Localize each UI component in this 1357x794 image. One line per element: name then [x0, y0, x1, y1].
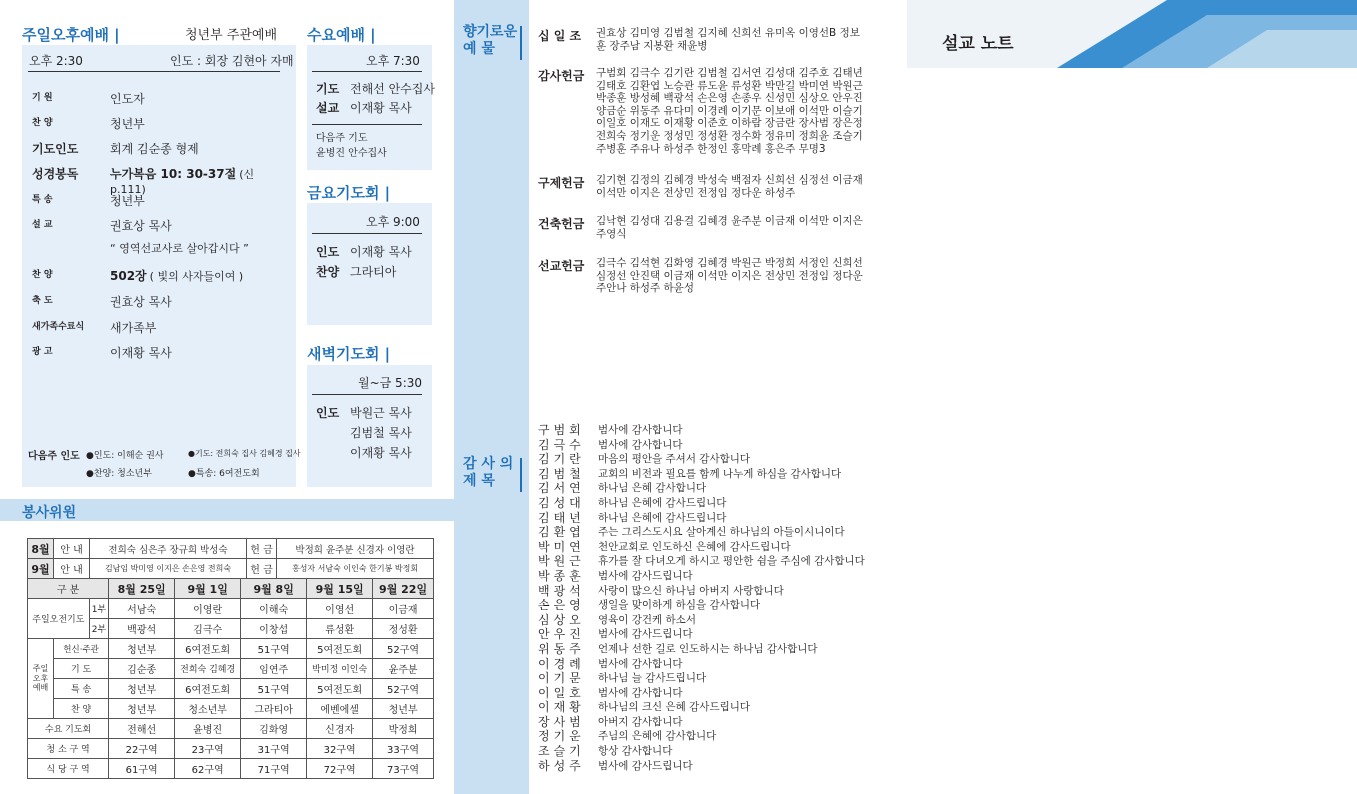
thanks-text: 범사에 감사드립니다	[598, 628, 693, 641]
thanks-name: 이기문	[538, 671, 585, 686]
wednesday-time: 오후 7:30	[366, 54, 420, 68]
thanks-text: 마음의 평안을 주셔서 감사합니다	[598, 453, 751, 466]
order-value	[110, 140, 282, 157]
wednesday-next-name: 윤병진 안수집사	[316, 148, 387, 159]
cell: 류성환	[307, 619, 373, 639]
date-header: 9월 8일	[241, 579, 307, 599]
offering-title-line: 향기로운	[463, 24, 518, 40]
order-value-text: 청년부	[110, 117, 145, 131]
pm-label-part: 예배	[32, 683, 49, 693]
sunday-next-item: ●인도: 이해순 권사	[86, 451, 164, 461]
offering-kind: 선교헌금	[538, 259, 585, 273]
order-label: 특 송	[32, 195, 53, 205]
thanks-row	[538, 584, 898, 599]
divider	[312, 394, 422, 395]
thanks-name: 조슬기	[538, 744, 585, 759]
cell: 백광석	[109, 619, 175, 639]
table-row	[28, 699, 434, 719]
cell: 5여전도회	[307, 679, 373, 699]
thanks-row	[538, 569, 898, 584]
thanks-text: 하나님의 크신 은혜 감사드립니다	[598, 701, 751, 714]
thanks-row	[538, 686, 898, 701]
thanks-row	[538, 700, 898, 715]
cell: 전해선	[109, 719, 175, 739]
order-row	[32, 344, 282, 361]
order-row	[32, 240, 282, 256]
cell: 23구역	[175, 739, 241, 759]
order-value	[110, 293, 282, 310]
serve-table-wrap	[27, 538, 434, 779]
cell: 에벤에셀	[307, 699, 373, 719]
cell: 62구역	[175, 759, 241, 779]
sunday-next-label: 다음주 인도	[28, 451, 80, 462]
thanks-text: 아버지 감사합니다	[598, 715, 683, 728]
pm-label-part: 주일	[32, 664, 49, 674]
order-value-text: 누가복음 10: 30-37절	[110, 167, 237, 181]
thanks-section-title	[463, 456, 513, 490]
thanks-text: 항상 감사합니다	[598, 745, 673, 758]
friday-row-label: 찬양	[316, 265, 340, 279]
offering-row	[538, 174, 866, 199]
cell: 51구역	[241, 679, 307, 699]
offering-label: 헌 금	[247, 559, 277, 579]
thanks-name: 장사범	[538, 714, 585, 729]
cell: 박미정 이인숙	[307, 659, 373, 679]
cell: 이금재	[373, 599, 434, 619]
row-label: 청 소 구 역	[28, 739, 109, 759]
order-row	[32, 140, 282, 157]
cell: 김순종	[109, 659, 175, 679]
thanks-text: 언제나 선한 길로 인도하시는 하나님 감사합니다	[598, 642, 818, 655]
thanks-row	[538, 729, 898, 744]
order-value	[110, 115, 282, 132]
table-row	[28, 539, 434, 559]
thanks-row	[538, 511, 898, 526]
wednesday-row-value: 전해선 안수집사	[350, 82, 435, 96]
cell: 51구역	[241, 639, 307, 659]
cell: 이영란	[175, 599, 241, 619]
sunday-next-item: ●찬양: 청소년부	[86, 469, 152, 479]
order-label: 설 교	[32, 220, 53, 230]
cell: 청년부	[373, 699, 434, 719]
div-label: 구 분	[28, 579, 109, 599]
table-row	[28, 739, 434, 759]
cell: 서남숙	[109, 599, 175, 619]
offering-title-line: 예 물	[463, 41, 495, 57]
thanks-row	[538, 554, 898, 569]
order-row	[32, 192, 282, 209]
cell: 청년부	[109, 699, 175, 719]
thanks-text: 휴가를 잘 다녀오게 하시고 평안한 쉼을 주심에 감사합니다	[598, 555, 865, 568]
order-value-note: (신 p.111)	[110, 168, 255, 196]
offering-kind: 구제헌금	[538, 176, 585, 190]
thanks-text: 생일을 맞이하게 하심을 감사합니다	[598, 599, 761, 612]
offering-names: 박정희 윤주분 신경자 이영란	[277, 539, 434, 559]
month-cell: 8월	[28, 539, 54, 559]
friday-row-value: 이재황 목사	[350, 245, 412, 259]
thanks-name: 정기운	[538, 729, 585, 744]
thanks-name: 하성주	[538, 758, 585, 773]
pm-label-part: 오후	[32, 673, 49, 683]
wednesday-row-label: 기도	[316, 82, 340, 96]
cell: 이영선	[307, 599, 373, 619]
cell: 61구역	[109, 759, 175, 779]
serve-table-main	[27, 578, 434, 779]
row-label: 헌신·주관	[54, 639, 109, 659]
table-row	[28, 679, 434, 699]
cell: 33구역	[373, 739, 434, 759]
offering-row	[538, 257, 866, 295]
dawn-time: 월~금 5:30	[358, 376, 423, 390]
table-row	[28, 579, 434, 599]
row-label: 기 도	[54, 659, 109, 679]
thanks-row	[538, 715, 898, 730]
dawn-name: 김범철 목사	[350, 426, 412, 440]
thanks-text: 천안교회로 인도하신 은혜에 감사드립니다	[598, 540, 791, 553]
pm-label	[28, 639, 54, 719]
order-value	[110, 344, 282, 361]
offering-kind: 십 일 조	[538, 29, 582, 43]
side-stripe	[454, 0, 529, 794]
cell: 윤병진	[175, 719, 241, 739]
offering-row	[538, 27, 866, 52]
thanks-name: 김범철	[538, 466, 585, 481]
thanks-row	[538, 540, 898, 555]
serve-title: 봉사위원	[22, 505, 77, 521]
thanks-row	[538, 481, 898, 496]
offering-names: 홍성자 서남숙 이인숙 한기봉 박정회	[277, 559, 434, 579]
thanks-name: 심상오	[538, 612, 585, 627]
thanks-name: 김기란	[538, 452, 585, 467]
cell: 5여전도회	[307, 639, 373, 659]
thanks-row	[538, 613, 898, 628]
cell: 청년부	[109, 639, 175, 659]
order-row	[32, 267, 282, 284]
thanks-name: 박종훈	[538, 568, 585, 583]
thanks-text: 주는 그리스도시요 살아계신 하나님의 아들이시니이다	[598, 526, 845, 539]
row-label: 수요 기도회	[28, 719, 109, 739]
order-label: 찬 양	[32, 118, 53, 128]
sunday-next-item: ●특송: 6여전도회	[188, 469, 260, 479]
thanks-row	[538, 657, 898, 672]
date-header: 9월 15일	[307, 579, 373, 599]
month-cell: 9월	[28, 559, 54, 579]
cell: 52구역	[373, 639, 434, 659]
thanks-text: 하나님 은혜 감사합니다	[598, 482, 707, 495]
thanks-row	[538, 438, 898, 453]
divider	[312, 233, 422, 234]
order-value-text: 새가족부	[110, 321, 157, 335]
friday-row-value: 그라티아	[350, 265, 397, 279]
thanks-text: 주님의 은혜에 감사합니다	[598, 730, 717, 743]
thanks-text: 영육이 강건케 하소서	[598, 613, 696, 626]
sunday-title: 주일오후예배 |	[22, 26, 120, 44]
thanks-text: 하나님 은혜에 감사드립니다	[598, 511, 727, 524]
order-label: 찬 양	[32, 270, 53, 280]
order-value-text: 권효상 목사	[110, 295, 172, 309]
order-value	[110, 217, 282, 234]
cell: 김화영	[241, 719, 307, 739]
order-value	[110, 240, 282, 256]
offering-names: 김기현 김정의 김혜경 박성숙 백점자 신희선 심정선 이금재 이석만 이지은 전상민 전정임 정다운 하성주	[596, 174, 863, 199]
row-label: 식 당 구 역	[28, 759, 109, 779]
order-label: 기도인도	[32, 142, 79, 156]
sunday-panel	[22, 45, 296, 487]
thanks-name: 구범회	[538, 423, 585, 437]
thanks-row	[538, 467, 898, 482]
date-header: 9월 1일	[175, 579, 241, 599]
offering-row	[538, 67, 866, 155]
thanks-row	[538, 759, 898, 774]
thanks-row	[538, 598, 898, 613]
thanks-list	[538, 423, 898, 773]
order-value-text: 회계 김순종 형제	[110, 142, 199, 156]
thanks-row	[538, 525, 898, 540]
cell: 그라티아	[241, 699, 307, 719]
cell: 윤주분	[373, 659, 434, 679]
thanks-title-line: 제 목	[463, 473, 495, 489]
order-label: 축 도	[32, 296, 53, 306]
cell: 김극수	[175, 619, 241, 639]
order-row	[32, 319, 282, 336]
part-label: 2부	[89, 619, 108, 639]
sermon-note-title: 설교 노트	[942, 34, 1014, 54]
offering-names: 김낙현 김성대 김용걸 김혜경 윤주분 이금재 이석만 이지은 주영식	[596, 215, 863, 240]
order-value-text: 인도자	[110, 92, 145, 106]
sunday-host: 청년부 주관예배	[185, 28, 278, 43]
part-label: 1부	[89, 599, 108, 619]
thanks-name: 김환엽	[538, 525, 585, 540]
cell: 청소년부	[175, 699, 241, 719]
order-label: 새가족수료식	[32, 322, 85, 332]
date-header: 9월 22일	[373, 579, 434, 599]
order-value-text: 청년부	[110, 194, 145, 208]
thanks-text: 범사에 감사합니다	[598, 657, 683, 670]
cell: 6여전도회	[175, 639, 241, 659]
order-value-text: 권효상 목사	[110, 219, 172, 233]
thanks-text: 교회의 비전과 필요를 함께 나누게 하심을 감사합니다	[598, 467, 842, 480]
offering-row	[538, 215, 866, 240]
guide-label: 안 내	[54, 559, 90, 579]
wednesday-title: 수요예배 |	[307, 26, 376, 44]
divider	[312, 124, 422, 125]
row-label: 주일오전기도	[28, 599, 90, 639]
dawn-title: 새벽기도회 |	[307, 345, 391, 363]
table-row	[28, 759, 434, 779]
thanks-name: 박미연	[538, 539, 585, 554]
title-bar	[520, 458, 522, 492]
row-label: 특 송	[54, 679, 109, 699]
order-label: 기 원	[32, 93, 53, 103]
sunday-time: 오후 2:30	[29, 54, 83, 68]
order-value-text: “ 영역선교사로 살아갑시다 ”	[110, 242, 249, 255]
offering-label: 헌 금	[247, 539, 277, 559]
divider	[312, 71, 422, 72]
cell: 71구역	[241, 759, 307, 779]
guide-names: 김남임 박미영 이지은 손은영 전희숙	[90, 559, 247, 579]
thanks-name: 박원근	[538, 554, 585, 569]
wednesday-next-label: 다음주 기도	[316, 133, 368, 144]
table-row	[28, 659, 434, 679]
guide-label: 안 내	[54, 539, 90, 559]
thanks-row	[538, 671, 898, 686]
thanks-row	[538, 496, 898, 511]
order-row	[32, 115, 282, 132]
order-row	[32, 217, 282, 234]
sunday-leader: 인도 : 회장 김현아 자매	[170, 54, 294, 68]
thanks-text: 범사에 감사합니다	[598, 424, 683, 436]
thanks-name: 김성대	[538, 495, 585, 510]
order-label: 성경봉독	[32, 167, 79, 181]
offering-names: 구범회 김극수 김기란 김범철 김서연 김성대 김주호 김태년 김태호 김환엽 노승관 류도윤 류성환 박만길 박미연 박원근 박종훈 방성혜 백광석 손은영 손종우 신성민 심상오 안우진 양금순 위동주 유다미 이경례 이기문 이보애 이석만 이슬기 이일호 이재도 이재황 이준호 이하람 장금란 장사범 장은정 전희숙 정기운 정성민 정성환 정수화 정유미 정희윤 조슬기 주병훈 주유나 하성주 한정인 홍막례 홍은주 무명3	[596, 67, 863, 155]
offering-names: 권효상 김미영 김범철 김지혜 신희선 유미옥 이영선B 정보훈 장주남 지봉환 채윤병	[596, 27, 860, 52]
thanks-name: 손은영	[538, 598, 585, 613]
table-row	[28, 639, 434, 659]
cell: 정성환	[373, 619, 434, 639]
thanks-name: 위동주	[538, 641, 585, 656]
cell: 청년부	[109, 679, 175, 699]
offering-section-title	[463, 24, 517, 58]
cell: 72구역	[307, 759, 373, 779]
offering-names: 김극수 김석현 김화영 김혜경 박원근 박정희 서정인 신희선 심정선 안진택 이금재 이석만 이지은 전상민 전정임 정다운 주안나 하성주 하윤성	[596, 257, 863, 295]
table-row	[28, 719, 434, 739]
thanks-name: 이재황	[538, 700, 585, 715]
order-label: 광 고	[32, 347, 53, 357]
order-value	[110, 319, 282, 336]
cell: 22구역	[109, 739, 175, 759]
thanks-name: 김태년	[538, 510, 585, 525]
cell: 이창섭	[241, 619, 307, 639]
cell: 31구역	[241, 739, 307, 759]
thanks-row	[538, 744, 898, 759]
sunday-next-item: ●기도: 전희숙 집사 김혜경 집사	[188, 449, 301, 458]
order-row	[32, 90, 282, 107]
friday-title: 금요기도회 |	[307, 184, 391, 202]
thanks-row	[538, 452, 898, 467]
wednesday-row-label: 설교	[316, 101, 340, 115]
order-value-note: ( 빛의 사자들이여 )	[149, 270, 244, 283]
thanks-text: 사랑이 많으신 하나님 아버지 사랑합니다	[598, 584, 784, 597]
cell: 32구역	[307, 739, 373, 759]
cell: 6여전도회	[175, 679, 241, 699]
order-value	[110, 90, 282, 107]
date-header: 8월 25일	[109, 579, 175, 599]
thanks-text: 범사에 감사합니다	[598, 438, 683, 451]
thanks-text: 범사에 감사합니다	[598, 686, 683, 699]
cell: 73구역	[373, 759, 434, 779]
sermon-note-banner	[907, 0, 1357, 68]
cell: 임연주	[241, 659, 307, 679]
table-row	[28, 599, 434, 619]
title-bar	[520, 26, 522, 60]
thanks-text: 하나님 늘 감사드립니다	[598, 672, 707, 685]
thanks-name: 백광석	[538, 583, 585, 598]
table-row	[28, 619, 434, 639]
offering-kind: 건축헌금	[538, 217, 585, 231]
friday-time: 오후 9:00	[366, 215, 420, 229]
thanks-title-line: 감 사 의	[463, 456, 514, 472]
thanks-name: 김극수	[538, 437, 585, 452]
friday-row-label: 인도	[316, 245, 340, 259]
thanks-name: 안우진	[538, 627, 585, 642]
dawn-name: 이재황 목사	[350, 446, 412, 460]
cell: 52구역	[373, 679, 434, 699]
offering-kind: 감사헌금	[538, 69, 585, 83]
thanks-name: 김서연	[538, 481, 585, 496]
order-value-text: 502장	[110, 269, 147, 283]
order-row	[32, 293, 282, 310]
order-value-text: 이재황 목사	[110, 346, 172, 360]
cell: 이해숙	[241, 599, 307, 619]
thanks-text: 하나님 은혜에 감사드립니다	[598, 496, 727, 509]
order-label	[32, 240, 110, 256]
thanks-row	[538, 423, 898, 438]
order-value	[110, 267, 282, 284]
thanks-name: 이일호	[538, 685, 585, 700]
thanks-text: 범사에 감사드립니다	[598, 759, 693, 772]
thanks-name: 이경례	[538, 656, 585, 671]
wednesday-row-value: 이재황 목사	[350, 101, 412, 115]
cell: 신경자	[307, 719, 373, 739]
guide-names: 전희숙 심은주 장규희 박성숙	[90, 539, 247, 559]
thanks-row	[538, 642, 898, 657]
order-value	[110, 192, 282, 209]
divider	[28, 71, 280, 72]
thanks-row	[538, 627, 898, 642]
dawn-name: 박원근 목사	[350, 406, 412, 420]
row-label: 찬 양	[54, 699, 109, 719]
dawn-label: 인도	[316, 406, 340, 420]
thanks-text: 범사에 감사드립니다	[598, 569, 693, 582]
cell: 박정희	[373, 719, 434, 739]
table-row	[28, 559, 434, 579]
serve-table-top	[27, 538, 434, 579]
cell: 전희숙 김혜경	[175, 659, 241, 679]
